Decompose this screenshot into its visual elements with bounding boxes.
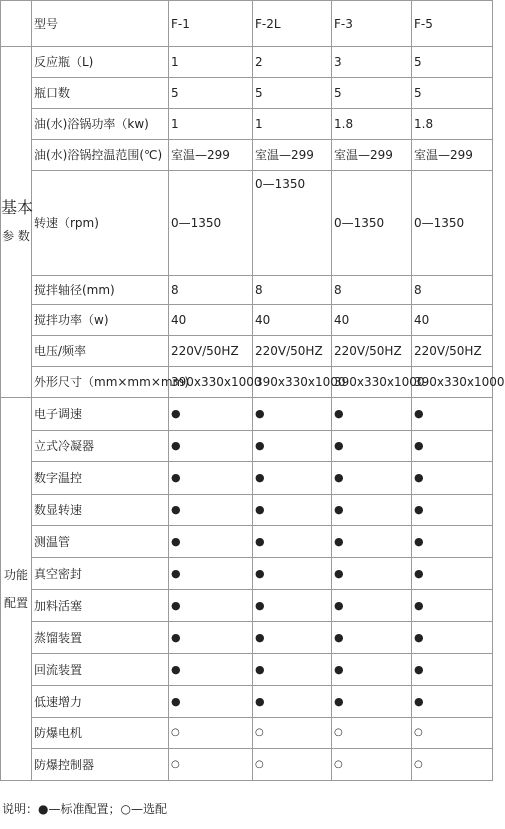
standard-mark: ● (332, 622, 412, 654)
standard-mark: ● (332, 462, 412, 495)
standard-mark: ● (253, 558, 332, 590)
feature-row (1, 431, 493, 462)
spec-value: 40 (169, 305, 253, 336)
feature-row (1, 718, 493, 749)
optional-mark: ○ (169, 718, 253, 749)
feature-label: 防爆电机 (32, 718, 169, 749)
standard-mark: ● (253, 495, 332, 526)
spec-value: 5 (412, 47, 493, 78)
spec-row (1, 336, 493, 367)
spec-value: 390x330x1000 (253, 367, 332, 398)
standard-mark: ● (412, 462, 493, 495)
spec-value: 0—1350 (412, 171, 493, 276)
standard-mark: ● (332, 495, 412, 526)
standard-mark: ● (412, 526, 493, 558)
feature-label: 数显转速 (32, 495, 169, 526)
feature-label: 电子调速 (32, 398, 169, 431)
standard-mark: ● (332, 526, 412, 558)
spec-value: 390x330x1000 (412, 367, 493, 398)
spec-value: 5 (412, 78, 493, 109)
spec-value: 220V/50HZ (412, 336, 493, 367)
spec-value: 1 (169, 109, 253, 140)
feature-label: 蒸馏装置 (32, 622, 169, 654)
standard-mark: ● (169, 462, 253, 495)
spec-label: 转速（rpm) (32, 171, 169, 276)
standard-mark: ● (253, 622, 332, 654)
spec-value: 1 (253, 109, 332, 140)
spec-row (1, 171, 493, 276)
standard-mark: ● (169, 654, 253, 686)
feature-row (1, 749, 493, 781)
spec-value: 室温—299 (332, 140, 412, 171)
feature-label: 回流装置 (32, 654, 169, 686)
spec-value: 8 (332, 276, 412, 305)
basic-group-label-line1: 基本 (1, 198, 34, 217)
spec-value: 5 (253, 78, 332, 109)
spec-label: 油(水)浴锅控温范围(℃) (32, 140, 169, 171)
feature-row (1, 558, 493, 590)
standard-mark: ● (412, 590, 493, 622)
spec-value: 1.8 (332, 109, 412, 140)
feature-row (1, 462, 493, 495)
spec-value: 室温—299 (253, 140, 332, 171)
standard-mark: ● (332, 654, 412, 686)
spec-value: 8 (169, 276, 253, 305)
spec-value: 220V/50HZ (253, 336, 332, 367)
spec-value: 40 (253, 305, 332, 336)
standard-mark: ● (332, 590, 412, 622)
legend-note: 说明：●—标准配置；○—选配 (2, 802, 167, 816)
feature-row (1, 654, 493, 686)
standard-mark: ● (169, 431, 253, 462)
standard-mark: ● (332, 558, 412, 590)
optional-mark: ○ (169, 749, 253, 781)
model-header-cell: F-2L (253, 1, 332, 47)
spec-label: 瓶口数 (32, 78, 169, 109)
spec-value: 5 (169, 78, 253, 109)
spec-row (1, 109, 493, 140)
spec-label: 搅拌轴径(mm) (32, 276, 169, 305)
spec-value: 0—1350 (332, 171, 412, 276)
spec-value: 390x330x1000 (169, 367, 253, 398)
standard-mark: ● (169, 622, 253, 654)
standard-mark: ● (169, 558, 253, 590)
spec-value: 3 (332, 47, 412, 78)
spec-row (1, 276, 493, 305)
standard-mark: ● (169, 526, 253, 558)
optional-mark: ○ (253, 749, 332, 781)
standard-mark: ● (169, 686, 253, 718)
feature-label: 真空密封 (32, 558, 169, 590)
standard-mark: ● (412, 622, 493, 654)
spec-value: 0—1350 (253, 171, 332, 276)
spec-value: 1 (169, 47, 253, 78)
spec-label: 反应瓶（L) (32, 47, 169, 78)
spec-value: 390x330x1000 (332, 367, 412, 398)
standard-mark: ● (169, 495, 253, 526)
feature-row (1, 686, 493, 718)
standard-mark: ● (253, 462, 332, 495)
feature-label: 防爆控制器 (32, 749, 169, 781)
spec-value: 室温—299 (169, 140, 253, 171)
function-group-label (1, 398, 32, 781)
optional-mark: ○ (332, 749, 412, 781)
function-group-label-line2: 配置 (3, 596, 28, 610)
spec-value: 220V/50HZ (169, 336, 253, 367)
standard-mark: ● (169, 590, 253, 622)
feature-label: 立式冷凝器 (32, 431, 169, 462)
spec-value: 220V/50HZ (332, 336, 412, 367)
standard-mark: ● (253, 654, 332, 686)
model-header-label: 型号 (32, 1, 169, 47)
spec-value: 2 (253, 47, 332, 78)
spec-label: 搅拌功率（w) (32, 305, 169, 336)
optional-mark: ○ (412, 718, 493, 749)
standard-mark: ● (332, 431, 412, 462)
spec-value: 8 (253, 276, 332, 305)
spec-label: 油(水)浴锅功率（kw) (32, 109, 169, 140)
model-header-cell: F-5 (412, 1, 493, 47)
spec-value: 0—1350 (169, 171, 253, 276)
spec-row (1, 47, 493, 78)
feature-row (1, 495, 493, 526)
spec-value: 5 (332, 78, 412, 109)
standard-mark: ● (253, 526, 332, 558)
corner-cell (1, 1, 32, 47)
standard-mark: ● (332, 398, 412, 431)
model-header-cell: F-3 (332, 1, 412, 47)
standard-mark: ● (412, 654, 493, 686)
standard-mark: ● (332, 686, 412, 718)
standard-mark: ● (169, 398, 253, 431)
model-header-cell: F-1 (169, 1, 253, 47)
spec-value: 40 (332, 305, 412, 336)
spec-row (1, 367, 493, 398)
optional-mark: ○ (253, 718, 332, 749)
spec-value: 1.8 (412, 109, 493, 140)
feature-row (1, 398, 493, 431)
standard-mark: ● (253, 398, 332, 431)
spec-value: 8 (412, 276, 493, 305)
standard-mark: ● (412, 558, 493, 590)
basic-group-label-line2: 参 数 (2, 229, 30, 243)
standard-mark: ● (412, 398, 493, 431)
spec-table-body (1, 1, 505, 781)
feature-label: 测温管 (32, 526, 169, 558)
standard-mark: ● (412, 686, 493, 718)
feature-row (1, 622, 493, 654)
optional-mark: ○ (332, 718, 412, 749)
feature-label: 加料活塞 (32, 590, 169, 622)
optional-mark: ○ (412, 749, 493, 781)
standard-mark: ● (412, 431, 493, 462)
function-group-label-line1: 功能 (3, 568, 28, 582)
feature-label: 低速增力 (32, 686, 169, 718)
standard-mark: ● (253, 686, 332, 718)
standard-mark: ● (253, 590, 332, 622)
spec-label: 外形尺寸（mm×mm×mm) (32, 367, 169, 398)
header-row (1, 1, 493, 47)
feature-label: 数字温控 (32, 462, 169, 495)
spec-row (1, 78, 493, 109)
spec-value: 40 (412, 305, 493, 336)
spec-label: 电压/频率 (32, 336, 169, 367)
feature-row (1, 590, 493, 622)
standard-mark: ● (253, 431, 332, 462)
basic-group-label (1, 47, 32, 398)
feature-row (1, 526, 493, 558)
spec-row (1, 305, 493, 336)
standard-mark: ● (412, 495, 493, 526)
spec-row (1, 140, 493, 171)
spec-value: 室温—299 (412, 140, 493, 171)
